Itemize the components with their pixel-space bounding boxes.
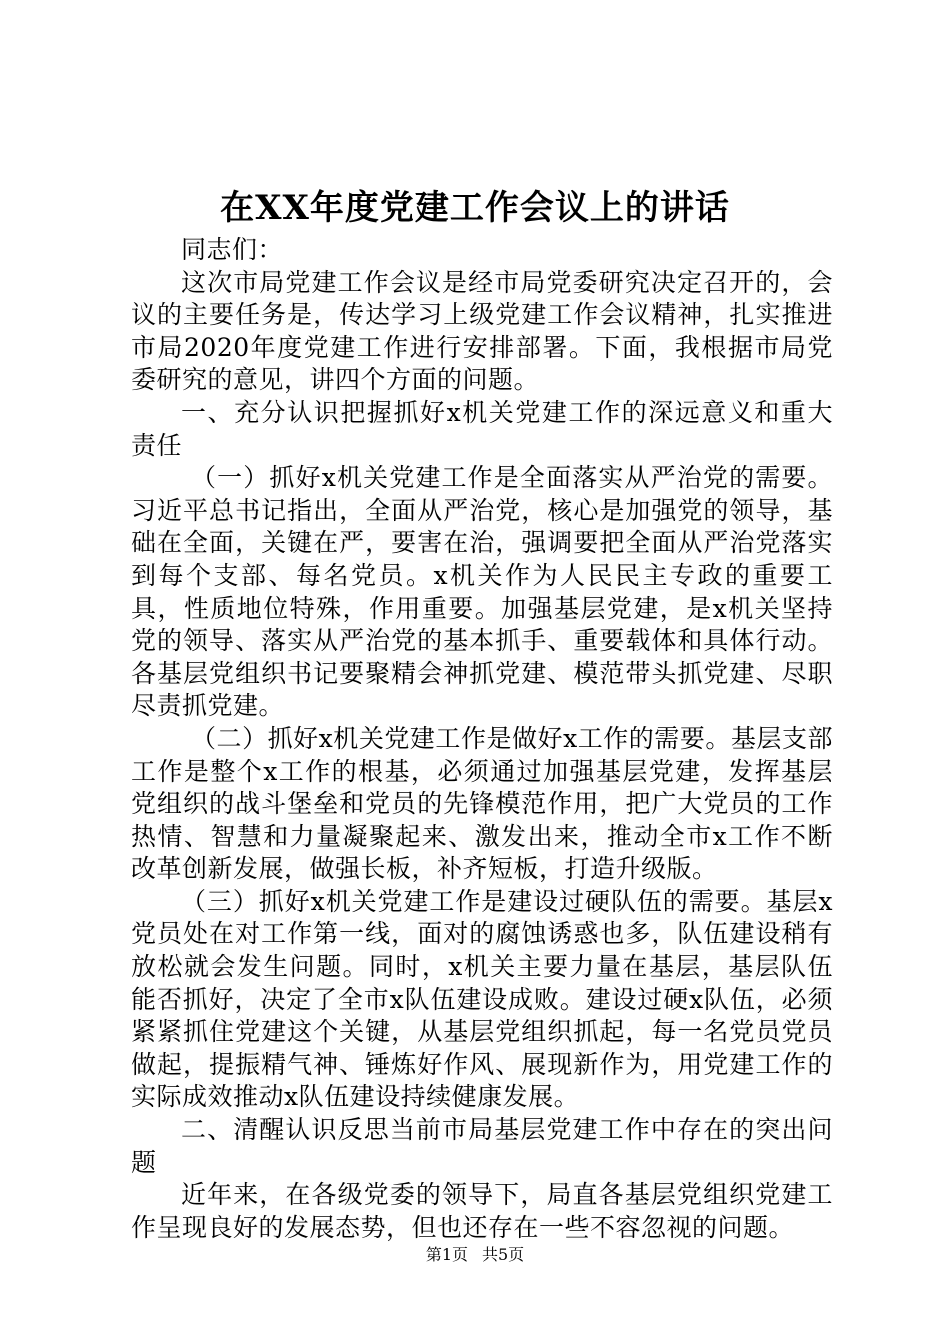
- page-number: 第1页: [425, 1245, 468, 1264]
- salutation-paragraph: 同志们：: [181, 235, 284, 264]
- subsection-paragraph-2: （二）抓好x机关党建工作是做好x工作的需要。基层支部工作是整个x工作的根基，必须通过加强基层党建，发挥基层党组织的战斗堡垒和党员的先锋模范作用，把广大党员的工作热情、智慧和力量凝聚起来、激发出来，推动全市x工作不断改革创新发展，做强长板，补齐短板，打造升级版。: [131, 723, 833, 884]
- document-body: [131, 234, 833, 1244]
- page-total: 共5页: [482, 1245, 525, 1264]
- page-footer: [0, 1244, 950, 1266]
- section-2-paragraph: 近年来，在各级党委的领导下，局直各基层党组织党建工作呈现良好的发展态势，但也还存在一些不容忽视的问题。: [131, 1180, 833, 1242]
- section-heading-2: 二、清醒认识反思当前市局基层党建工作中存在的突出问题: [131, 1115, 833, 1177]
- intro-paragraph: 这次市局党建工作会议是经市局党委研究决定召开的，会议的主要任务是，传达学习上级党建工作会议精神，扎实推进市局2020年度党建工作进行安排部署。下面，我根据市局党委研究的意见，讲四个方面的问题。: [131, 267, 833, 395]
- subsection-paragraph-1: （一）抓好x机关党建工作是全面落实从严治党的需要。习近平总书记指出，全面从严治党，核心是加强党的领导，基础在全面，关键在严，要害在治，强调要把全面从严治党落实到每个支部、每名党员。x机关作为人民民主专政的重要工具，性质地位特殊，作用重要。加强基层党建，是x机关坚持党的领导、落实从严治党的基本抓手、重要载体和具体行动。各基层党组织书记要聚精会神抓党建、模范带头抓党建、尽职尽责抓党建。: [131, 463, 833, 721]
- section-heading-1: 一、充分认识把握抓好x机关党建工作的深远意义和重大责任: [131, 397, 833, 460]
- page-title: 在XX年度党建工作会议上的讲话: [220, 188, 730, 228]
- subsection-paragraph-3: （三）抓好x机关党建工作是建设过硬队伍的需要。基层x党员处在对工作第一线，面对的腐蚀诱惑也多，队伍建设稍有放松就会发生问题。同时，x机关主要力量在基层，基层队伍能否抓好，决定了全市x队伍建设成败。建设过硬x队伍，必须紧紧抓住党建这个关键，从基层党组织抓起，每一名党员党员做起，提振精气神、锤炼好作风、展现新作为，用党建工作的实际成效推动x队伍建设持续健康发展。: [131, 886, 833, 1112]
